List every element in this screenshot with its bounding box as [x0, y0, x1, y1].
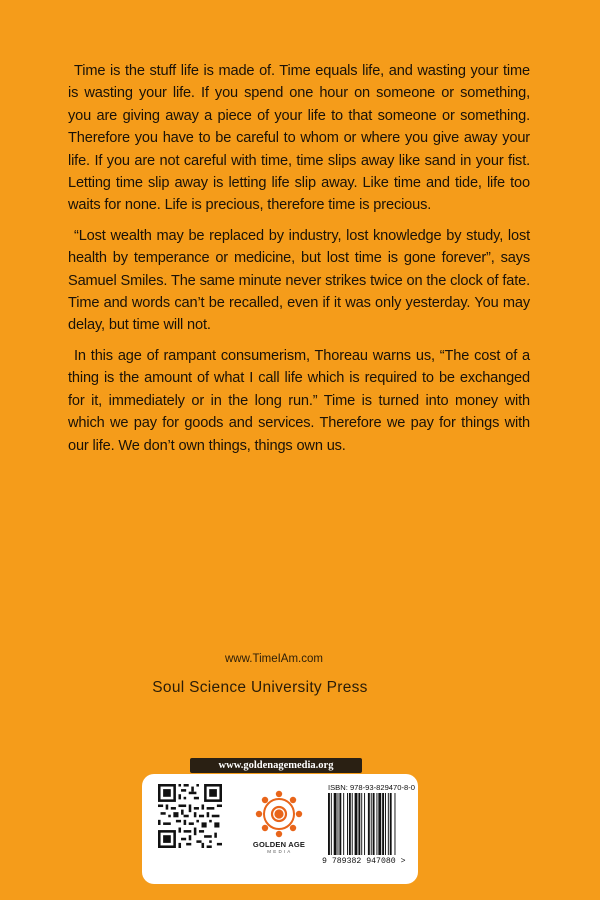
blurb-paragraph-3: In this age of rampant consumerism, Thoreau warns us, “The cost of a thing is the amount of what I call life which is required to be exchanged for it, immediately or in the long run.” Time is turned into money with which we pay for goods and services. Therefore we pay for things with our life. We don’t own things, things own us. — [68, 347, 530, 454]
barcode-digits: 9 789382 947080 > — [322, 857, 406, 866]
isbn-label: ISBN: 978-93-829470-8-0 — [328, 783, 415, 792]
logo-subtitle: M E D I A — [267, 849, 291, 854]
golden-age-media-logo — [250, 788, 308, 872]
publisher-url: www.goldenagemedia.org — [190, 758, 362, 773]
logo-name: GOLDEN AGE — [252, 840, 306, 849]
mandala-icon — [250, 788, 308, 838]
barcode-icon — [328, 793, 414, 855]
book-website: www.TimeIAm.com — [225, 653, 323, 665]
blurb-paragraph-2: “Lost wealth may be replaced by industry, lost knowledge by study, lost health by temperance or medicine, but lost time is gone forever”, says Samuel Smiles. The same minute never strikes twice on the clock of fate. Time and words can’t be recalled, even if it was only yesterday. You may delay, but time will not. — [68, 227, 530, 334]
barcode-panel — [142, 774, 418, 884]
blurb-paragraph-1: Time is the stuff life is made of. Time equals life, and wasting your time is wasting your life. If you spend one hour on someone or something, you are giving away a piece of your life to that someone or something. Therefore you have to be careful to whom or where you give away your life. If you are not careful with time, time slips away like sand in your fist. Letting time slip away is letting life slip away. Like time and tide, life too waits for none. Life is precious, therefore time is precious. — [68, 63, 530, 214]
qr-code-icon — [158, 784, 222, 848]
blurb-text — [68, 60, 530, 465]
publisher-name: Soul Science University Press — [152, 679, 368, 696]
